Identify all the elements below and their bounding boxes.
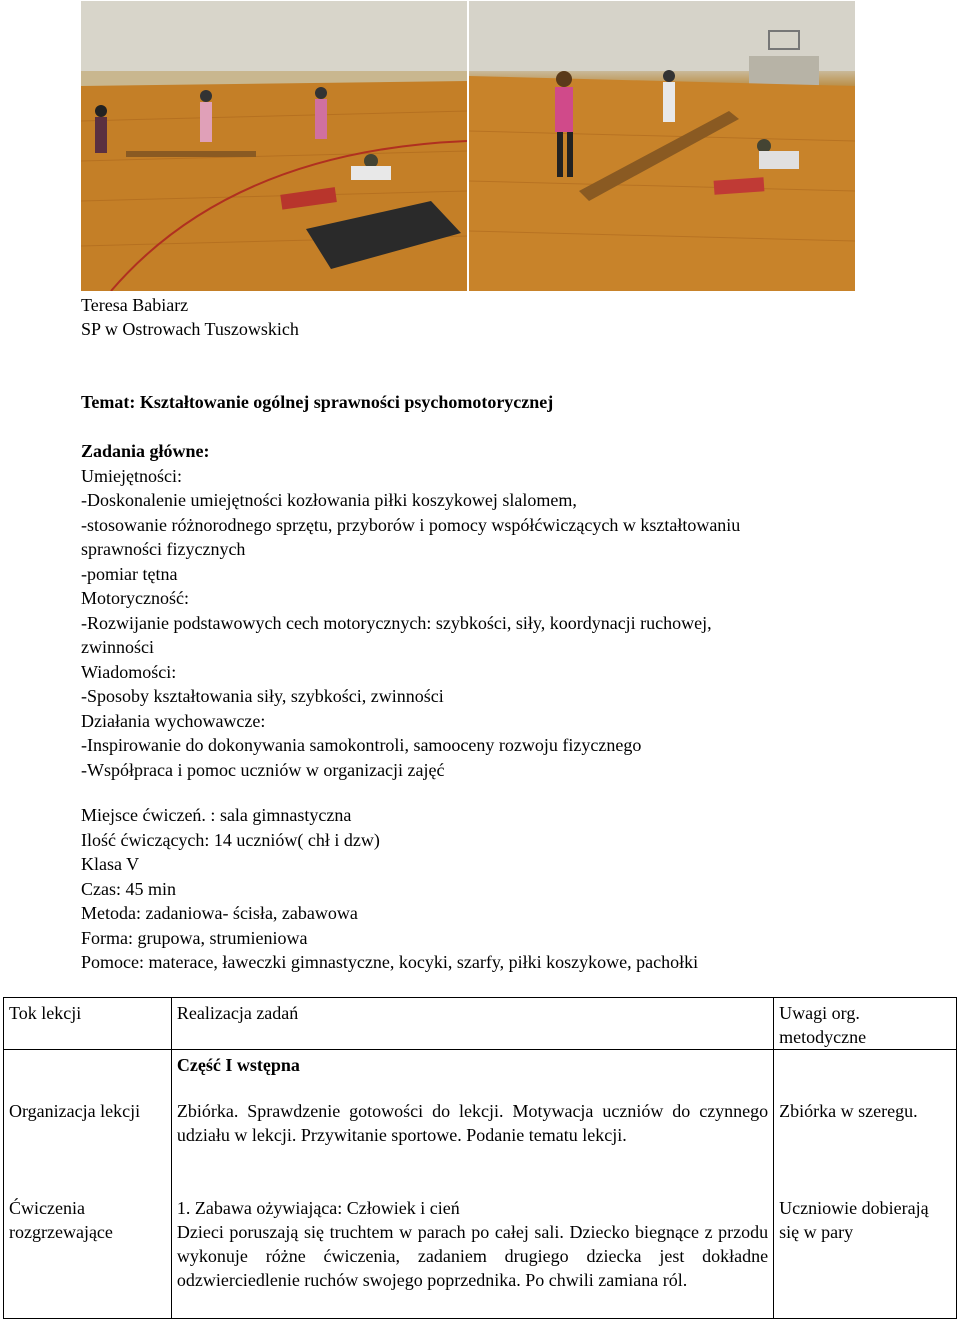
- row-content: Zbiórka. Sprawdzenie gotowości do lekcji. Motywacja uczniów do czynnego udziału w lekcji. Przywitanie sportowe. Podanie tematu lekcji.: [171, 1099, 773, 1196]
- goals-line: Działania wychowawcze:: [81, 710, 266, 731]
- detail-time: Czas: 45 min: [81, 878, 176, 899]
- lesson-details: [81, 803, 698, 975]
- lesson-table: [3, 997, 957, 1319]
- detail-place: Miejsce ćwiczeń. : sala gimnastyczna: [81, 805, 352, 825]
- detail-form: Forma: grupowa, strumieniowa: [81, 927, 308, 948]
- gym-photo-left: [81, 1, 467, 291]
- author-block: [81, 293, 299, 341]
- goals-line: -stosowanie różnorodnego sprzętu, przyborów i pomocy współćwiczących w kształtowaniu: [81, 514, 741, 535]
- goals-section: [81, 439, 740, 782]
- exercise-description: Dzieci poruszają się truchtem w parach po całej sali. Dziecko biegnące z przodu wykonuje różne ćwiczenia, zadaniem drugiego dziecka jest dokładne odzwierciedlenie ruchów swojego poprzednika. Po chwili zamiana ról.: [176, 1222, 769, 1290]
- detail-aids: Pomoce: materace, ławeczki gimnastyczne, kocyki, szarfy, piłki koszykowe, pachołki: [81, 952, 699, 972]
- detail-class: Klasa V: [81, 854, 140, 874]
- row-stage: Organizacja lekcji: [4, 1099, 172, 1196]
- row-notes: Uczniowie dobierają się w pary: [774, 1196, 957, 1319]
- detail-participants: Ilość ćwiczących: 14 uczniów( chł i dzw): [81, 829, 380, 850]
- goals-line: zwinności: [81, 637, 154, 657]
- goals-line: Wiadomości:: [81, 661, 177, 682]
- header-content: Realizacja zadań: [171, 998, 773, 1050]
- header-notes: Uwagi org. metodyczne: [774, 998, 957, 1050]
- author-name: Teresa Babiarz: [81, 295, 189, 315]
- goals-line: -Inspirowanie do dokonywania samokontroli, samooceny rozwoju fizycznego: [81, 735, 642, 755]
- table-row: [4, 1050, 957, 1100]
- goals-line: Motoryczność:: [81, 588, 189, 608]
- goals-line: -Współpraca i pomoc uczniów w organizacji zajęć: [81, 759, 445, 780]
- school-name: SP w Ostrowach Tuszowskich: [81, 319, 299, 339]
- table-header-row: [4, 998, 957, 1050]
- header-stage: Tok lekcji: [4, 998, 172, 1050]
- section-title: Część I wstępna: [171, 1050, 773, 1100]
- lesson-topic: Temat: Kształtowanie ogólnej sprawności psychomotorycznej: [81, 392, 554, 412]
- goals-line: sprawności fizycznych: [81, 539, 246, 559]
- goals-heading: Zadania główne:: [81, 441, 210, 461]
- row-stage: Ćwiczenia rozgrzewające: [4, 1196, 172, 1319]
- goals-line: -Sposoby kształtowania siły, szybkości, zwinności: [81, 686, 444, 706]
- detail-method: Metoda: zadaniowa- ścisła, zabawowa: [81, 903, 358, 923]
- goals-line: -pomiar tętna: [81, 563, 178, 584]
- exercise-title: 1. Zabawa ożywiająca: Człowiek i cień: [176, 1198, 460, 1218]
- goals-line: -Rozwijanie podstawowych cech motorycznych: szybkości, siły, koordynacji ruchowej,: [81, 612, 712, 633]
- goals-line: -Doskonalenie umiejętności kozłowania piłki koszykowej slalomem,: [81, 490, 577, 510]
- row-notes: Zbiórka w szeregu.: [774, 1099, 957, 1196]
- table-row: [4, 1196, 957, 1319]
- table-row: [4, 1099, 957, 1196]
- goals-line: Umiejętności:: [81, 465, 182, 486]
- row-content-cell: [171, 1196, 773, 1319]
- gym-photo-right: [469, 1, 855, 291]
